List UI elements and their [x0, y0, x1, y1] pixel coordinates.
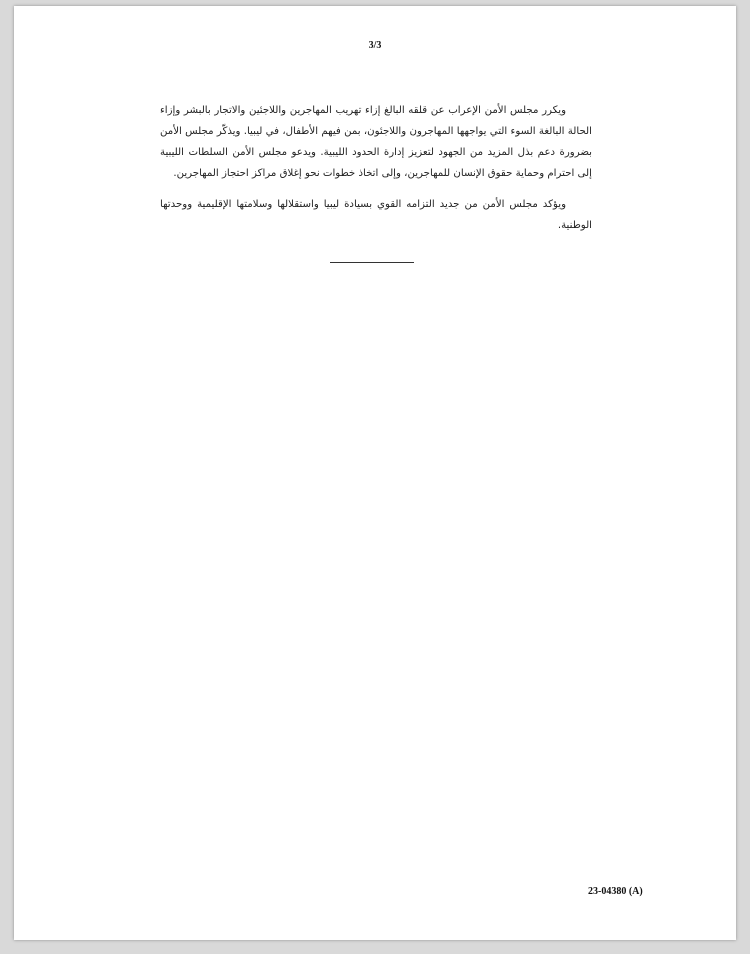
document-body [160, 100, 592, 246]
paragraph-1: ويكرر مجلس الأمن الإعراب عن قلقه البالغ إزاء تهريب المهاجرين واللاجئين والاتجار بالبشر وإزاء الحالة البالغة السوء التي يواجهها المهاجرون واللاجئون، بمن فيهم الأطفال، في ليبيا. ويذكّر مجلس الأمن بضرورة دعم بذل المزيد من الجهود لتعزيز إدارة الحدود الليبية. ويدعو مجلس الأمن السلطات الليبية إلى احترام وحماية حقوق الإنسان للمهاجرين، وإلى اتخاذ خطوات نحو إغلاق مراكز احتجاز المهاجرين. [160, 105, 592, 179]
paragraph-2: ويؤكد مجلس الأمن من جديد التزامه القوي بسيادة ليبيا واستقلالها وسلامتها الإقليمية ووحدتها الوطنية. [160, 199, 592, 231]
document-page [14, 6, 736, 940]
end-separator-line [330, 262, 414, 263]
document-code: 23-04380 (A) [588, 886, 643, 897]
page-number: 3/3 [368, 40, 382, 51]
